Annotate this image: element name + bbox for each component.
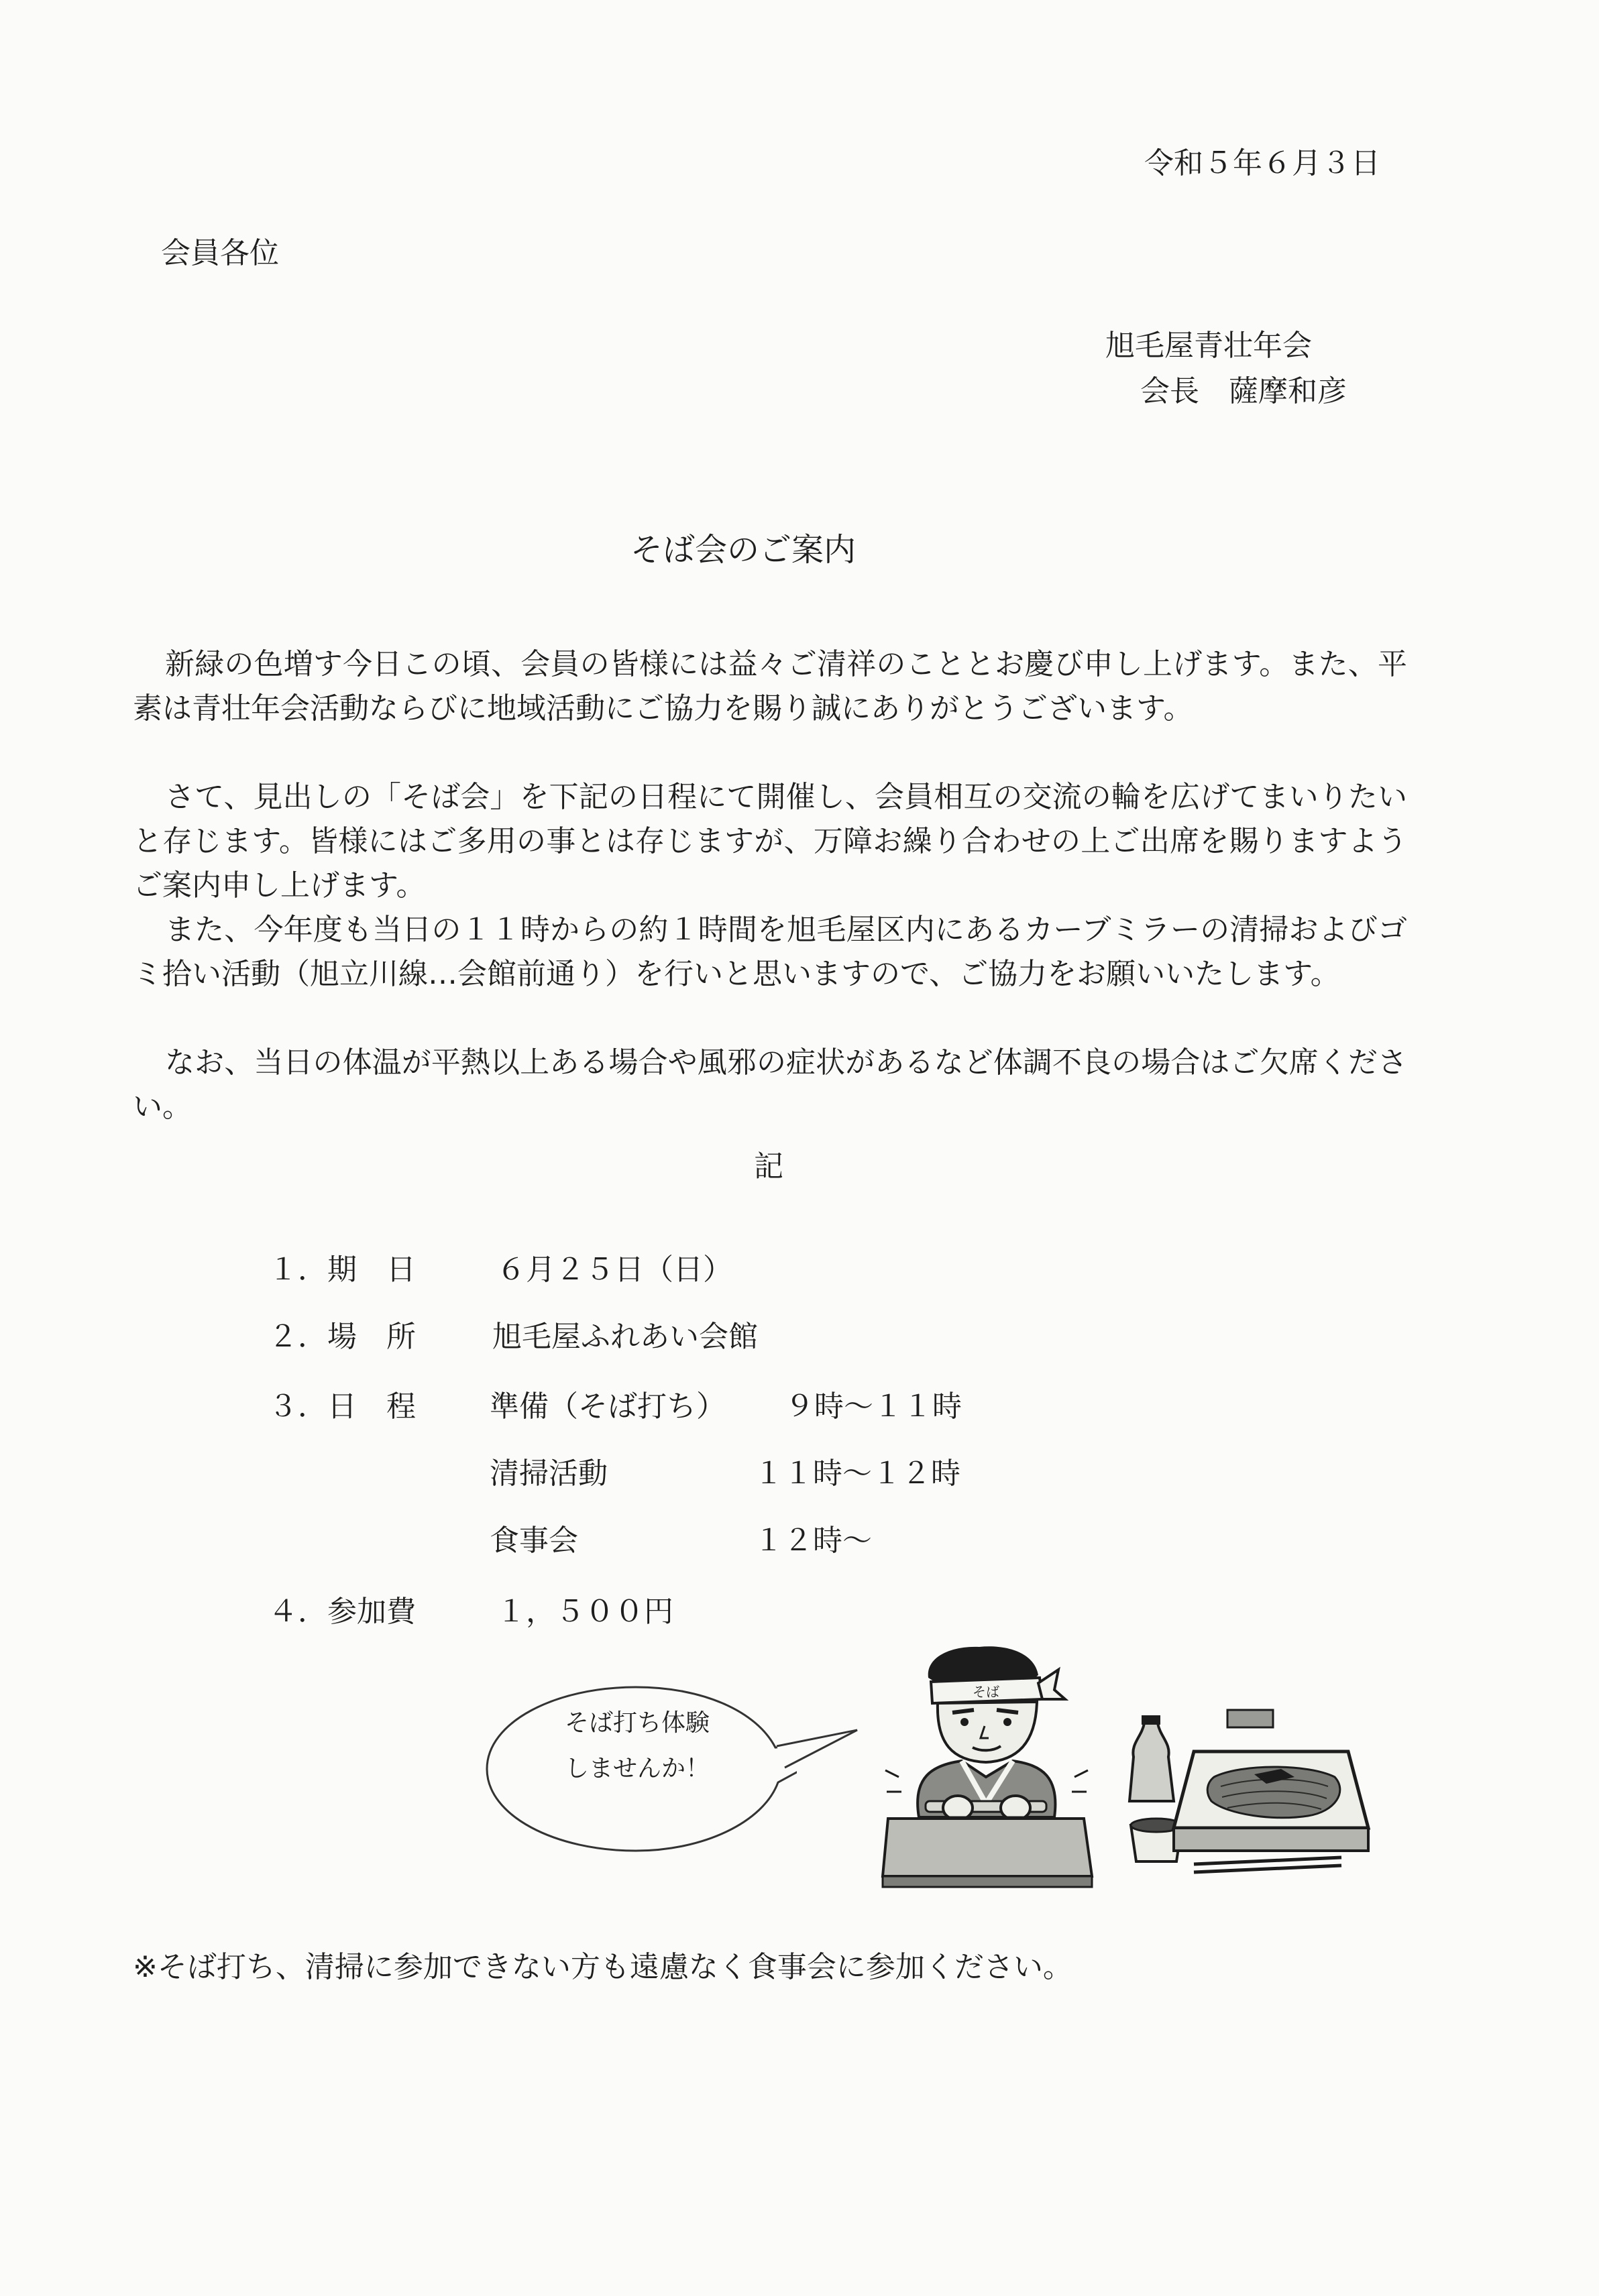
detail-date-label: １．期 日 bbox=[268, 1253, 416, 1287]
sender-organization: 旭毛屋青壮年会 bbox=[1105, 329, 1312, 363]
document-date: 令和５年６月３日 bbox=[1144, 146, 1380, 180]
headband-text: そば bbox=[973, 1684, 999, 1700]
footnote: ※そば打ち、清掃に参加できない方も遠慮なく食事会に参加ください。 bbox=[133, 1950, 1072, 1984]
body-paragraph-4: なお、当日の体温が平熱以上ある場合や風邪の症状があるなど体調不良の場合はご欠席ください。 bbox=[133, 1045, 1407, 1124]
detail-place-value: 旭毛屋ふれあい会館 bbox=[492, 1320, 758, 1354]
schedule-item-time: １１時～１２時 bbox=[754, 1456, 960, 1491]
body-paragraph-1: 新緑の色増す今日この頃、会員の皆様には益々ご清祥のこととお慶び申し上げます。また、平素は青壮年会活動ならびに地域活動にご協力を賜り誠にありがとうございます。 bbox=[133, 647, 1407, 726]
ki-heading: 記 bbox=[754, 1149, 783, 1184]
soba-making-man-illustration-icon bbox=[879, 1643, 1388, 1911]
schedule-item-time: １２時～ bbox=[754, 1524, 872, 1558]
speech-bubble-line-2: しませんか！ bbox=[564, 1755, 710, 1782]
sender-name: 会長 薩摩和彦 bbox=[1140, 374, 1347, 408]
schedule-item-name: 準備（そば打ち） bbox=[490, 1389, 726, 1424]
schedule-item-name: 食事会 bbox=[490, 1524, 578, 1558]
schedule-item-name: 清掃活動 bbox=[490, 1456, 608, 1491]
detail-fee-value: １，５００円 bbox=[496, 1595, 673, 1629]
speech-bubble-line-1: そば打ち体験 bbox=[564, 1709, 710, 1737]
detail-date-value: ６月２５日（日） bbox=[496, 1253, 732, 1287]
detail-fee-label: ４．参加費 bbox=[268, 1595, 416, 1629]
recipient-line: 会員各位 bbox=[161, 236, 279, 270]
detail-place-label: ２．場 所 bbox=[268, 1320, 416, 1354]
page-title: そば会のご案内 bbox=[630, 531, 857, 569]
detail-schedule-label: ３．日 程 bbox=[268, 1389, 416, 1424]
body-paragraph-2: さて、見出しの「そば会」を下記の日程にて開催し、会員相互の交流の輪を広げてまいりたいと存じます。皆様にはご多用の事とは存じますが、万障お繰り合わせの上ご出席を賜りますようご案内申し上げます。 bbox=[133, 780, 1407, 903]
speech-bubble-tail bbox=[771, 1723, 865, 1784]
schedule-item-time: ９時～１１時 bbox=[785, 1389, 962, 1424]
body-paragraph-3: また、今年度も当日の１１時からの約１時間を旭毛屋区内にあるカーブミラーの清掃およびゴミ拾い活動（旭立川線…会館前通り）を行いと思いますので、ご協力をお願いいたします。 bbox=[133, 913, 1407, 991]
